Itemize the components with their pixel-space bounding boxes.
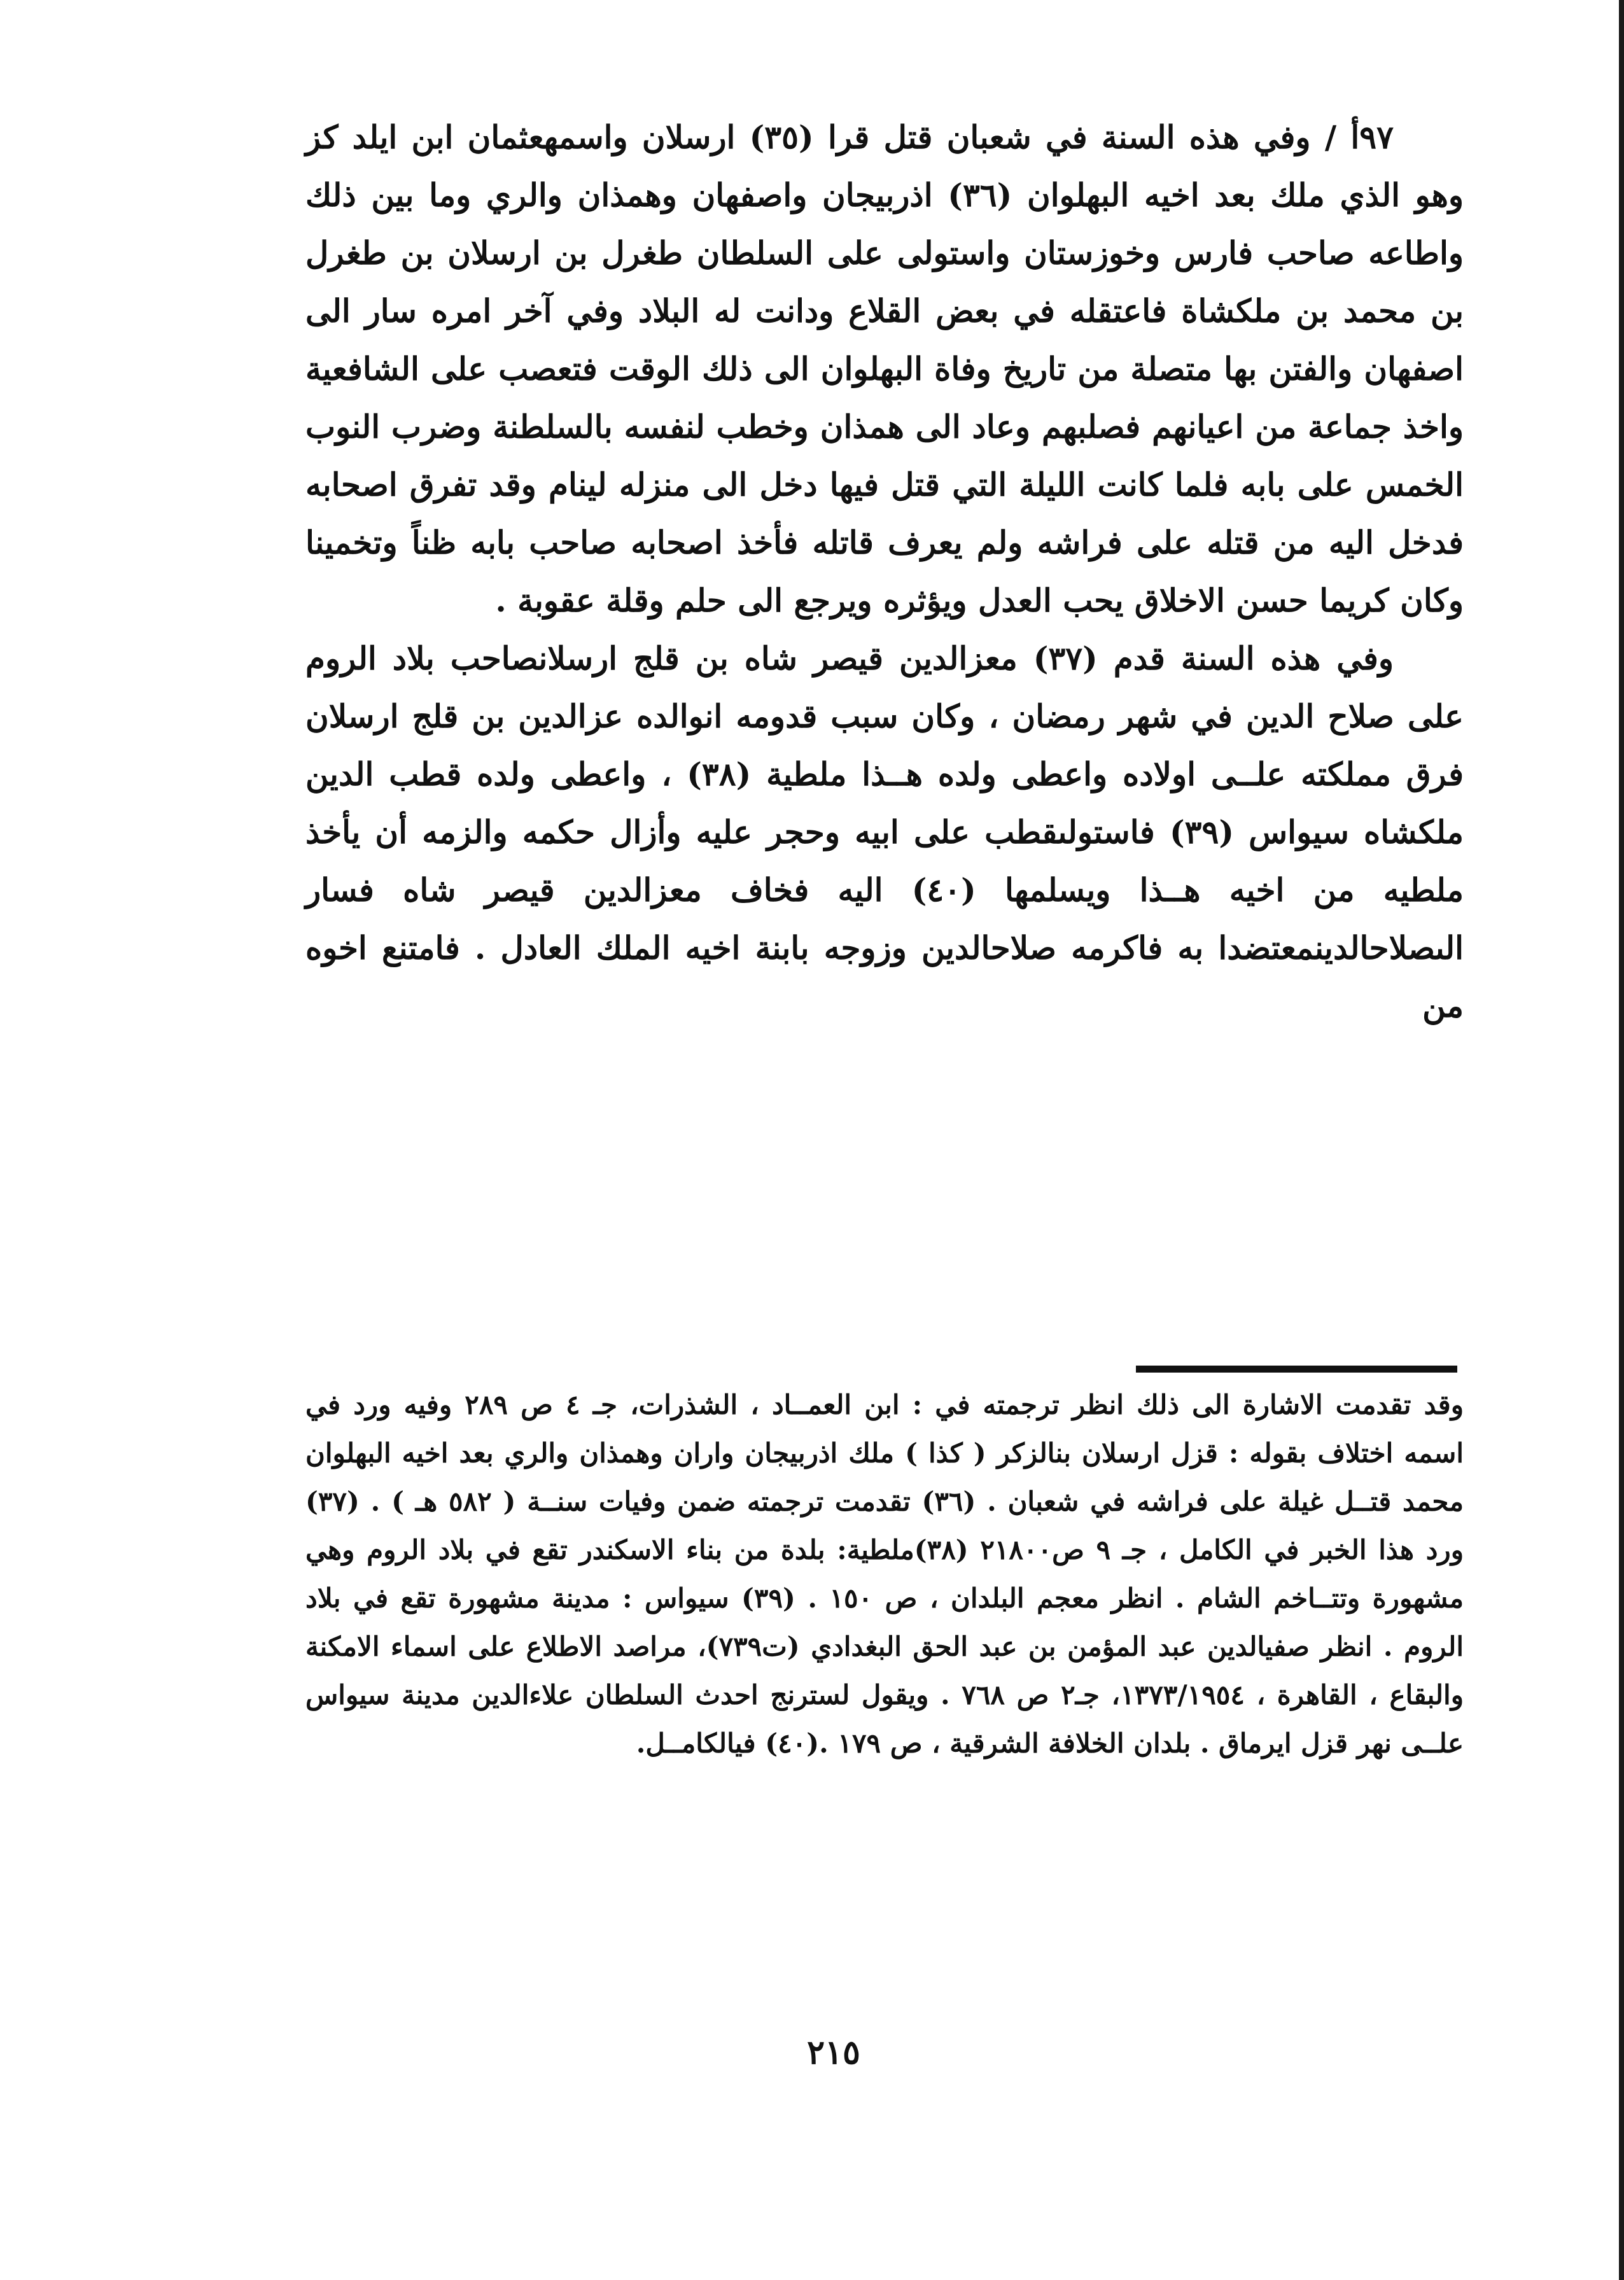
footnotes [305, 1381, 1464, 1768]
footnote-divider [1136, 1366, 1457, 1373]
footnotes-text: وقد تقدمت الاشارة الى ذلك انظر ترجمته في : ابن العمــاد ، الشذرات، جـ ٤ ص ٢٨٩ وفيه ورد في اسمه اختلاف بقوله : قزل ارسلان بنالزكر ( كذا ) ملك اذربيجان واران وهمذان والري بعد اخيه البهلوان محمد قتــل غيلة على فراشه في شعبان . (٣٦) تقدمت ترجمته ضمن وفيات سنــة ( ٥٨٢ هـ ) . (٣٧) ورد هذا الخبر في الكامل ، جـ ٩ ص٢١٨٠٠ (٣٨)ملطية: بلدة من بناء الاسكندر تقع في بلاد الروم وهي مشهورة وتتــاخم الشام . انظر معجم البلدان ، ص ١٥٠ . (٣٩) سيواس : مدينة مشهورة تقع في بلاد الروم . انظر صفيالدين عبد المؤمن بن عبد الحق البغدادي (ت٧٣٩)، مراصد الاطلاع على اسماء الامكنة والبقاع ، القاهرة ، ١٣٧٣/١٩٥٤، جـ٢ ص ٧٦٨ . ويقول لسترنج احدث السلطان علاءالدين مدينة سيواس علــى نهر قزل ايرماق . بلدان الخلافة الشرقية ، ص ١٧٩ .(٤٠) فيالكامــل. [305, 1389, 1464, 1759]
main-body [305, 108, 1464, 1035]
paragraph-1 [305, 108, 1464, 629]
page-edge [1619, 0, 1624, 2280]
page-number: ٢١٥ [807, 2033, 860, 2072]
paragraph-1-text: وفي هذه السنة في شعبان قتل قرا (٣٥) ارسلان واسمهعثمان ابن ايلد كز وهو الذي ملك بعد اخيه البهلوان (٣٦) اذربيجان واصفهان وهمذان والري وما بين ذلك واطاعه صاحب فارس وخوزستان واستولى على السلطان طغرل بن ارسلان بن طغرل بن محمد بن ملكشاة فاعتقله في بعض القلاع ودانت له البلاد وفي آخر امره سار الى اصفهان والفتن بها متصلة من تاريخ وفاة البهلوان الى ذلك الوقت فتعصب على الشافعية واخذ جماعة من اعيانهم فصلبهم وعاد الى همذان وخطب لنفسه بالسلطنة وضرب النوب الخمس على بابه فلما كانت الليلة التي قتل فيها دخل الى منزله لينام وقد تفرق اصحابه فدخل اليه من قتله على فراشه ولم يعرف قاتله فأخذ اصحابه صاحب بابه ظناً وتخمينا وكان كريما حسن الاخلاق يحب العدل ويؤثره ويرجع الى حلم وقلة عقوبة . [305, 118, 1464, 619]
folio-marker: ٩٧أ / [1324, 118, 1394, 156]
paragraph-2 [305, 629, 1464, 1035]
paragraph-2-text: وفي هذه السنة قدم (٣٧) معزالدين قيصر شاه بن قلج ارسلانصاحب بلاد الروم على صلاح الدين في شهر رمضان ، وكان سبب قدومه انوالده عزالدين بن قلج ارسلان فرق مملكته علــى اولاده واعطى ولده هــذا ملطية (٣٨) ، واعطى ولده قطب الدين ملكشاه سيواس (٣٩) فاستولىقطب على ابيه وحجر عليه وأزال حكمه والزمه أن يأخذ ملطيه من اخيه هــذا ويسلمها (٤٠) اليه فخاف معزالدين قيصر شاه فسار الىصلاحالدينمعتضدا به فاكرمه صلاحالدين وزوجه بابنة اخيه الملك العادل . فامتنع اخوه من [305, 640, 1464, 1025]
main-text-block [305, 108, 1464, 1035]
